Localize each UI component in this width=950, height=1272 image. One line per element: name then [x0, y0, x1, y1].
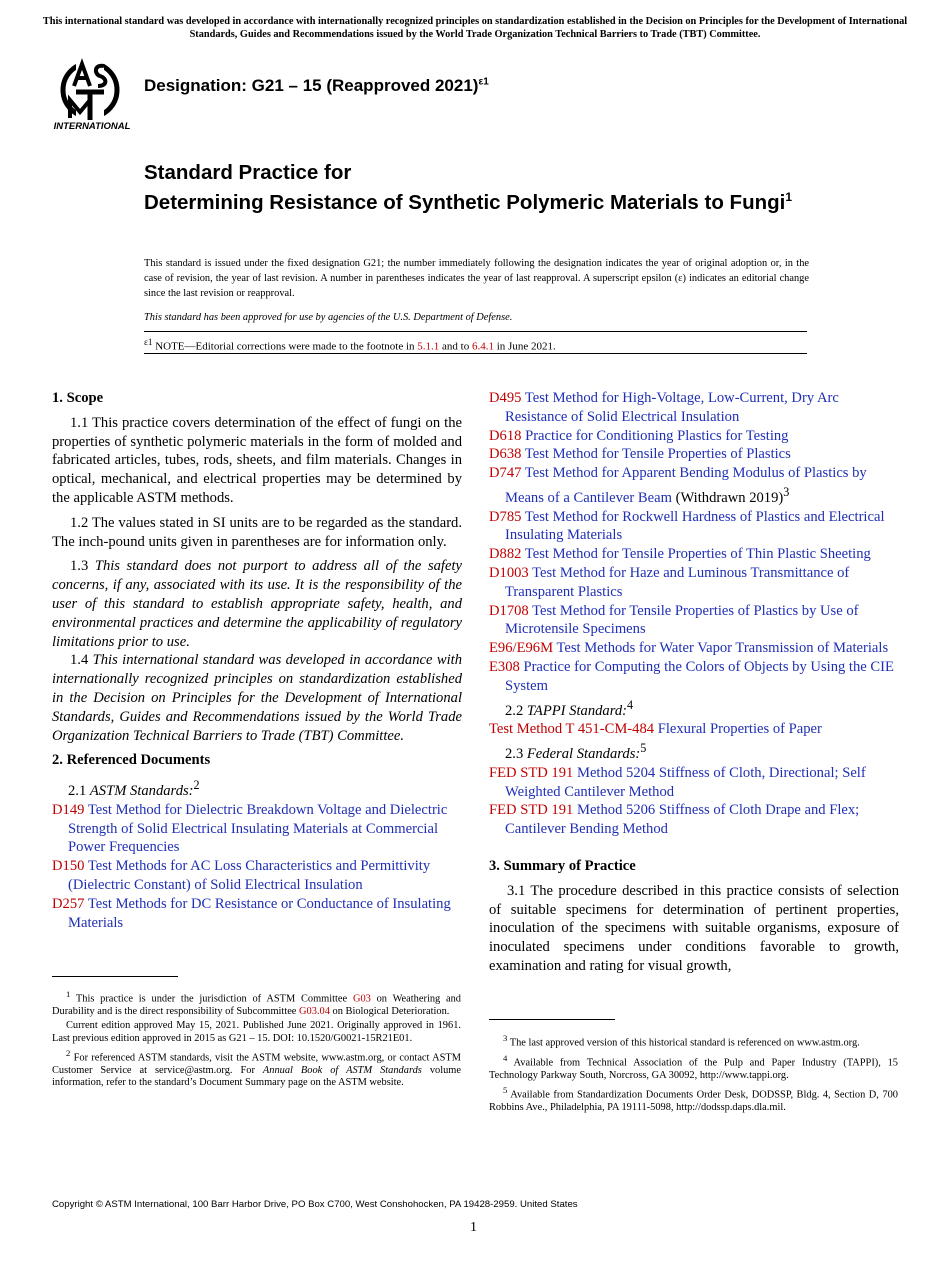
footnote-4 — [489, 1052, 898, 1082]
title-footnote-ref: 1 — [785, 190, 793, 204]
reference-title[interactable]: Test Method for High-Voltage, Low-Current, Dry Arc Resistance of Solid Electrical Insulation — [505, 390, 839, 425]
para-text: This international standard was developed in accordance with internationally recognized principles on standardization established in the Decision on Principles for the Development of International Standards, Guides and Recommendations issued by the World Trade Organization Technical Barriers to Trade (TBT) Committee. — [52, 652, 463, 744]
reference-e308[interactable] — [489, 658, 899, 696]
reference-code[interactable]: D1003 — [489, 565, 529, 582]
footnote-ref: 4 — [627, 697, 634, 712]
footnote-number: 5 — [503, 1085, 508, 1096]
editorial-note-text-3: in June 2021. — [493, 340, 556, 353]
reference-d495[interactable] — [489, 389, 899, 427]
para-1-3 — [52, 557, 462, 651]
epsilon-superscript: ε1 — [144, 337, 153, 347]
reference-title[interactable]: Test Method for Tensile Properties of Plastics by Use of Microtensile Specimens — [505, 602, 859, 638]
footnote-text: This practice is under the jurisdiction of ASTM Committee — [70, 993, 353, 1005]
reference-e96[interactable] — [489, 639, 899, 658]
subsection-number: 2.3 — [505, 745, 527, 762]
section-heading-scope: 1. Scope — [52, 390, 104, 406]
reference-code[interactable]: D495 — [489, 390, 522, 406]
footnote-1-edition: Current edition approved May 15, 2021. Published June 2021. Originally approved in 1961. Last previous edition approved in 2015 as G21 – 15. DOI: 10.1520/G0021-15R21E01. — [52, 1020, 461, 1044]
reference-title[interactable]: Method 5206 Stiffness of Cloth Drape and Flex; Cantilever Bending Method — [505, 802, 860, 838]
designation — [144, 76, 489, 96]
reference-d747[interactable] — [489, 464, 899, 507]
para-3-1: 3.1 The procedure described in this practice consists of selection of suitable specimens for determination of pertinent properties, inoculation of the specimens with suitable organisms, exposure of inoculated specimens under conditions favorable to growth, examination and rating for visual growth, — [489, 882, 899, 974]
footnote-text: Available from Standardization Documents Order Desk, DODSSP, Bldg. 4, Section D, 700 Robbins Ave., Philadelphia, PA 19111-5098, http://dodssp.daps.dla.mil. — [489, 1089, 898, 1114]
reference-code[interactable]: D785 — [489, 508, 522, 525]
section-heading-summary: 3. Summary of Practice — [489, 857, 636, 874]
reference-title[interactable]: Test Methods for DC Resistance or Conductance of Insulating Materials — [68, 895, 451, 931]
link-g03-04[interactable]: G03.04 — [299, 1005, 330, 1017]
top-notice: This international standard was developed in accordance with internationally recognized principles on standardization established in the Decision on Principles for the Development of International Standards, Guides and Recommendations issued by the World Trade Organization Technical Barriers to Trade (TBT) Committee. — [42, 16, 908, 40]
reference-code[interactable]: D150 — [52, 858, 85, 875]
divider-bottom — [144, 353, 807, 354]
subsection-2-1 — [52, 776, 462, 801]
withdrawn-note: (Withdrawn 2019) — [671, 489, 784, 506]
link-6-4-1[interactable]: 6.4.1 — [471, 340, 494, 353]
divider-top — [144, 331, 807, 332]
reference-title[interactable]: Practice for Conditioning Plastics for Testing — [521, 427, 789, 444]
reference-fed-std-5204[interactable] — [489, 764, 899, 802]
left-column — [52, 389, 462, 932]
reference-title[interactable]: Practice for Computing the Colors of Objects by Using the CIE System — [505, 659, 894, 694]
footnote-ref: 3 — [783, 484, 790, 499]
reference-code[interactable]: FED STD 191 — [489, 764, 574, 781]
right-column — [489, 389, 899, 976]
footnote-ref: 2 — [193, 778, 200, 793]
footnote-number: 3 — [503, 1033, 508, 1043]
footnote-divider-left — [52, 976, 178, 977]
para-text: This standard does not purport to address all of the safety concerns, if any, associated with its use. It is the responsibility of the user of this standard to establish appropriate safety, health, and environmental practices and determine the applicability of regulatory limitations prior to use. — [52, 558, 462, 650]
subsection-2-3 — [489, 739, 899, 764]
reference-title[interactable]: Test Method for Tensile Properties of Plastics — [521, 446, 791, 463]
footnote-text: volume information, refer to the standard’s Document Summary page on the ASTM website. — [52, 1064, 461, 1089]
editorial-note — [144, 337, 809, 353]
footnote-text: The last approved version of this historical standard is referenced on www.astm.org. — [507, 1037, 860, 1049]
reference-title[interactable]: Test Method for Dielectric Breakdown Voltage and Dielectric Strength of Solid Electrical Insulating Materials at Commercial Power Frequencies — [68, 801, 448, 856]
reference-code[interactable]: D882 — [489, 546, 522, 563]
astm-logo — [52, 56, 136, 132]
footnote-number: 1 — [66, 989, 71, 999]
reference-code[interactable]: D638 — [489, 446, 522, 463]
designation-superscript: ε1 — [478, 76, 489, 88]
subsection-title: TAPPI Standard: — [526, 702, 628, 719]
logo-wordmark: INTERNATIONAL — [53, 121, 131, 132]
reference-d1003[interactable] — [489, 564, 899, 602]
reference-code[interactable]: Test Method T 451-CM-484 — [489, 721, 655, 738]
reference-title[interactable]: Test Method for Rockwell Hardness of Plastics and Electrical Insulating Materials — [505, 508, 885, 544]
reference-d638[interactable] — [489, 445, 899, 464]
reference-code[interactable]: E308 — [489, 659, 520, 676]
footnote-ref: 5 — [640, 741, 647, 756]
page-number: 1 — [470, 1220, 477, 1235]
title-line-1: Standard Practice for — [144, 161, 352, 184]
section-heading-referenced-documents: 2. Referenced Documents — [52, 752, 211, 769]
designation-text: Designation: G21 – 15 (Reapproved 2021) — [144, 76, 479, 95]
footnote-text: Available from Technical Association of the Pulp and Paper Industry (TAPPI), 15 Technology Parkway South, Norcross, GA 30092, http://www.tappi.org. — [489, 1057, 898, 1081]
dod-approval-note: This standard has been approved for use by agencies of the U.S. Department of Defense. — [144, 312, 513, 323]
document-title — [144, 160, 844, 215]
reference-d150[interactable] — [52, 857, 462, 895]
editorial-note-text-2: and to — [439, 340, 472, 353]
footnote-2 — [52, 1047, 461, 1090]
footnote-5 — [489, 1084, 898, 1114]
para-1-1: 1.1 This practice covers determination of the effect of fungi on the properties of synthetic polymeric materials in the form of molded and fabricated articles, tubes, rods, sheets, and film materials. Changes in optical, mechanical, and electrical properties may be determined by the applicable ASTM methods. — [52, 414, 462, 506]
reference-code[interactable]: D1708 — [489, 602, 529, 619]
reference-code[interactable]: D747 — [489, 465, 522, 482]
subsection-title: ASTM Standards: — [89, 783, 194, 799]
reference-d257[interactable] — [52, 895, 462, 933]
footnote-divider-right — [489, 1019, 615, 1020]
footnote-italic: Annual Book of ASTM Standards — [262, 1064, 422, 1076]
reference-tappi[interactable] — [489, 720, 899, 739]
copyright-notice: Copyright © ASTM International, 100 Barr Harbor Drive, PO Box C700, West Conshohocken, PA 19428-2959. United States — [52, 1199, 578, 1210]
preamble: This standard is issued under the fixed designation G21; the number immediately following the designation indicates the year of original adoption or, in the case of revision, the year of last revision. A number in parentheses indicates the year of last reapproval. A superscript epsilon (ε) indicates an editorial change since the last revision or reapproval. — [144, 258, 809, 299]
title-line-2 — [144, 185, 844, 215]
reference-title[interactable]: Test Method for Tensile Properties of Thin Plastic Sheeting — [521, 546, 871, 563]
para-1-4 — [52, 651, 462, 745]
footnotes-left — [52, 988, 461, 1092]
reference-title[interactable]: Test Method for Apparent Bending Modulus of Plastics by Means of a Cantilever Beam — [505, 465, 867, 506]
reference-title[interactable]: Method 5204 Stiffness of Cloth, Directional; Self Weighted Cantilever Method — [505, 764, 866, 800]
para-1-2: 1.2 The values stated in SI units are to be regarded as the standard. The inch-pound units given in parentheses are for information only. — [52, 514, 462, 550]
reference-code[interactable]: D257 — [52, 895, 85, 912]
reference-d785[interactable] — [489, 508, 899, 546]
reference-d882[interactable] — [489, 545, 899, 564]
footnote-text: For referenced ASTM standards, visit the ASTM website, www.astm.org, or contact ASTM Customer Service at service@astm.org. For — [52, 1052, 461, 1076]
subsection-number: 2.1 — [68, 783, 90, 799]
reference-title[interactable]: Flexural Properties of Paper — [654, 721, 822, 738]
subsection-title: Federal Standards: — [526, 745, 641, 762]
reference-code[interactable]: D149 — [52, 801, 85, 818]
footnotes-right — [489, 1032, 898, 1116]
reference-code[interactable]: FED STD 191 — [489, 802, 574, 819]
reference-fed-std-5206[interactable] — [489, 801, 899, 839]
footnote-number: 4 — [503, 1052, 508, 1063]
editorial-note-text: NOTE—Editorial corrections were made to the footnote in — [152, 340, 418, 353]
link-g03[interactable]: G03 — [352, 993, 371, 1005]
reference-code[interactable]: E96/E96M — [489, 640, 554, 657]
footnote-text: on Biological Deterioration. — [329, 1005, 450, 1017]
footnote-text: on Weathering and Durability and is the direct responsibility of Subcommittee — [52, 993, 461, 1017]
reference-title[interactable]: Test Methods for AC Loss Characteristics and Permittivity (Dielectric Constant) of Solid Electrical Insulation — [68, 858, 431, 893]
link-5-1-1[interactable]: 5.1.1 — [417, 340, 440, 353]
reference-title[interactable]: Test Method for Haze and Luminous Transmittance of Transparent Plastics — [505, 565, 850, 600]
subsection-2-2 — [489, 696, 899, 721]
reference-d1708[interactable] — [489, 602, 899, 640]
reference-d149[interactable] — [52, 801, 462, 857]
reference-d618[interactable] — [489, 427, 899, 446]
footnote-1 — [52, 988, 461, 1018]
reference-code[interactable]: D618 — [489, 427, 522, 444]
para-number: 1.4 — [70, 652, 93, 669]
title-main: Determining Resistance of Synthetic Polymeric Materials to Fungi — [144, 190, 786, 214]
footnote-number: 2 — [66, 1048, 71, 1059]
subsection-number: 2.2 — [505, 702, 527, 719]
para-number: 1.3 — [70, 558, 95, 575]
footnote-3 — [489, 1032, 898, 1050]
reference-title[interactable]: Test Methods for Water Vapor Transmission of Materials — [553, 640, 889, 657]
